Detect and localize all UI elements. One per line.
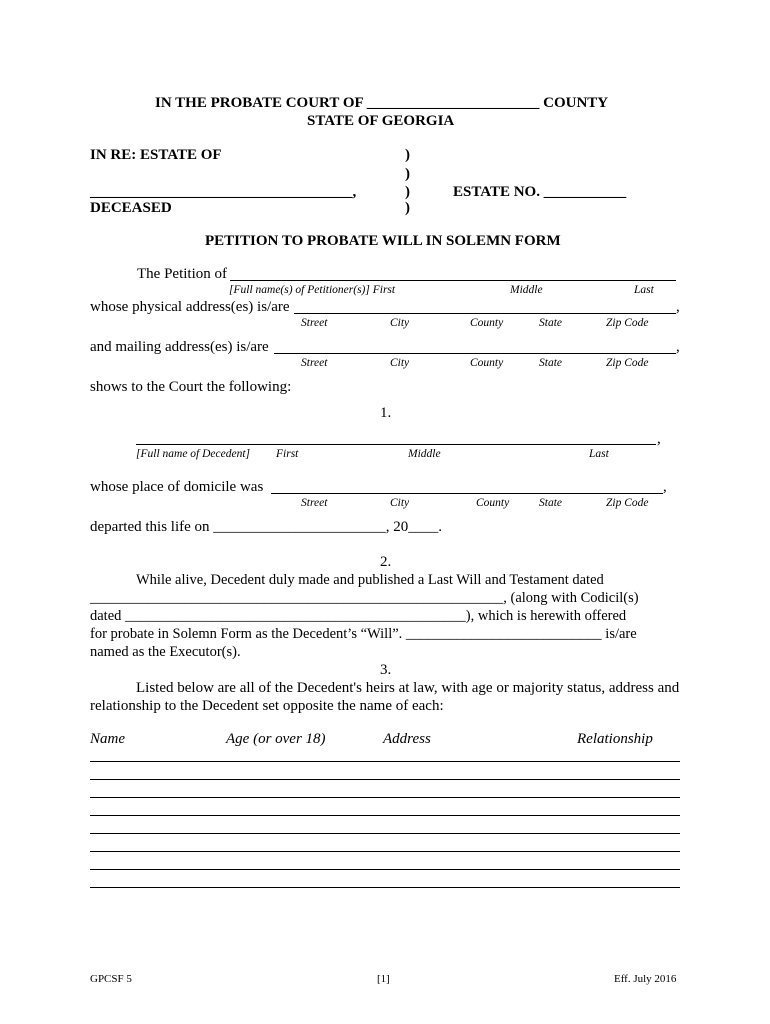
heirs-header-name: Name [90,731,125,747]
mailing-address-comma: , [676,339,680,355]
mailing-caption-street: Street [301,357,328,369]
physical-address-line[interactable] [294,313,676,314]
section-2-line-3[interactable]: dated _______________________________________________), which is herewith offered [90,608,627,624]
domicile-label: whose place of domicile was [90,479,264,495]
shows-to-court: shows to the Court the following: [90,379,292,395]
section-3-line-2: relationship to the Decedent set opposite the name of each: [90,698,444,714]
physical-address-label: whose physical address(es) is/are [90,299,290,315]
section-3-line-1: Listed below are all of the Decedent's heirs at law, with age or majority status, address and [136,680,680,696]
decedent-name-line[interactable] [136,444,656,445]
mailing-caption-county: County [470,357,504,369]
estate-no [453,184,626,201]
deceased-label: DECEASED [90,200,172,216]
departed-line[interactable]: departed this life on _______________________, 20____. [90,519,443,535]
heir-row-line[interactable] [90,761,680,762]
heir-row-line[interactable] [90,779,680,780]
section-3-number: 3. [380,662,392,678]
decedent-caption-last: Last [589,448,609,460]
mailing-address-label: and mailing address(es) is/are [90,339,269,355]
mailing-caption-city: City [390,357,410,369]
paren-2: ) [405,166,410,182]
county-blank[interactable]: _______________________ [366,95,540,111]
paren-1: ) [405,147,410,163]
decedent-caption-full: [Full name of Decedent] [136,448,251,460]
decedent-caption-first: First [276,448,299,460]
physical-caption-city: City [390,317,410,329]
heirs-header-age: Age (or over 18) [226,731,326,747]
heirs-header-address: Address [383,731,431,747]
domicile-comma: , [663,479,667,495]
section-2-line-1: While alive, Decedent duly made and published a Last Will and Testament dated [136,572,604,588]
county-label: COUNTY [543,95,609,111]
heir-row-line[interactable] [90,797,680,798]
estate-no-blank[interactable]: ___________ [543,184,627,200]
petitioner-caption-full: [Full name(s) of Petitioner(s)] First [229,284,396,296]
heir-row-line[interactable] [90,887,680,888]
in-re-label: IN RE: ESTATE OF [90,147,222,163]
decedent-caption-middle: Middle [408,448,441,460]
form-code: GPCSF 5 [90,973,132,985]
mailing-caption-zip: Zip Code [606,357,649,369]
section-1-number: 1. [380,405,392,421]
paren-3: ) [405,184,410,200]
domicile-caption-county: County [476,497,510,509]
domicile-caption-zip: Zip Code [606,497,649,509]
domicile-caption-street: Street [301,497,328,509]
heir-row-line[interactable] [90,869,680,870]
heir-row-line[interactable] [90,851,680,852]
physical-caption-county: County [470,317,504,329]
domicile-caption-state: State [539,497,562,509]
petitioner-caption-middle: Middle [510,284,543,296]
decedent-name-comma: , [657,431,661,447]
heir-row-line[interactable] [90,833,680,834]
domicile-line[interactable] [271,493,663,494]
estate-no-label: ESTATE NO. [453,184,540,200]
physical-caption-zip: Zip Code [606,317,649,329]
form-title: PETITION TO PROBATE WILL IN SOLEMN FORM [205,233,561,249]
petitioner-caption-last: Last [634,284,654,296]
effective-date: Eff. July 2016 [614,973,677,985]
heirs-header-relationship: Relationship [577,731,653,747]
section-2-line-4[interactable]: for probate in Solemn Form as the Decedent’s “Will”. ___________________________ is/are [90,626,637,642]
physical-address-comma: , [676,299,680,315]
page-number: [1] [377,973,390,985]
court-prefix: IN THE PROBATE COURT OF [155,95,364,111]
section-2-line-5: named as the Executor(s). [90,644,241,660]
petitioner-name-line[interactable] [230,280,676,281]
domicile-caption-city: City [390,497,410,509]
mailing-address-line[interactable] [274,353,676,354]
heir-row-line[interactable] [90,815,680,816]
estate-name-blank[interactable]: ___________________________________, [90,184,357,200]
court-header [155,95,608,112]
physical-caption-street: Street [301,317,328,329]
paren-4: ) [405,200,410,216]
petition-of-label: The Petition of [137,266,227,282]
state-title: STATE OF GEORGIA [307,113,455,129]
section-2-line-2[interactable]: _________________________________________________________, (along with Codicil(s) [90,590,639,606]
physical-caption-state: State [539,317,562,329]
section-2-number: 2. [380,554,392,570]
mailing-caption-state: State [539,357,562,369]
